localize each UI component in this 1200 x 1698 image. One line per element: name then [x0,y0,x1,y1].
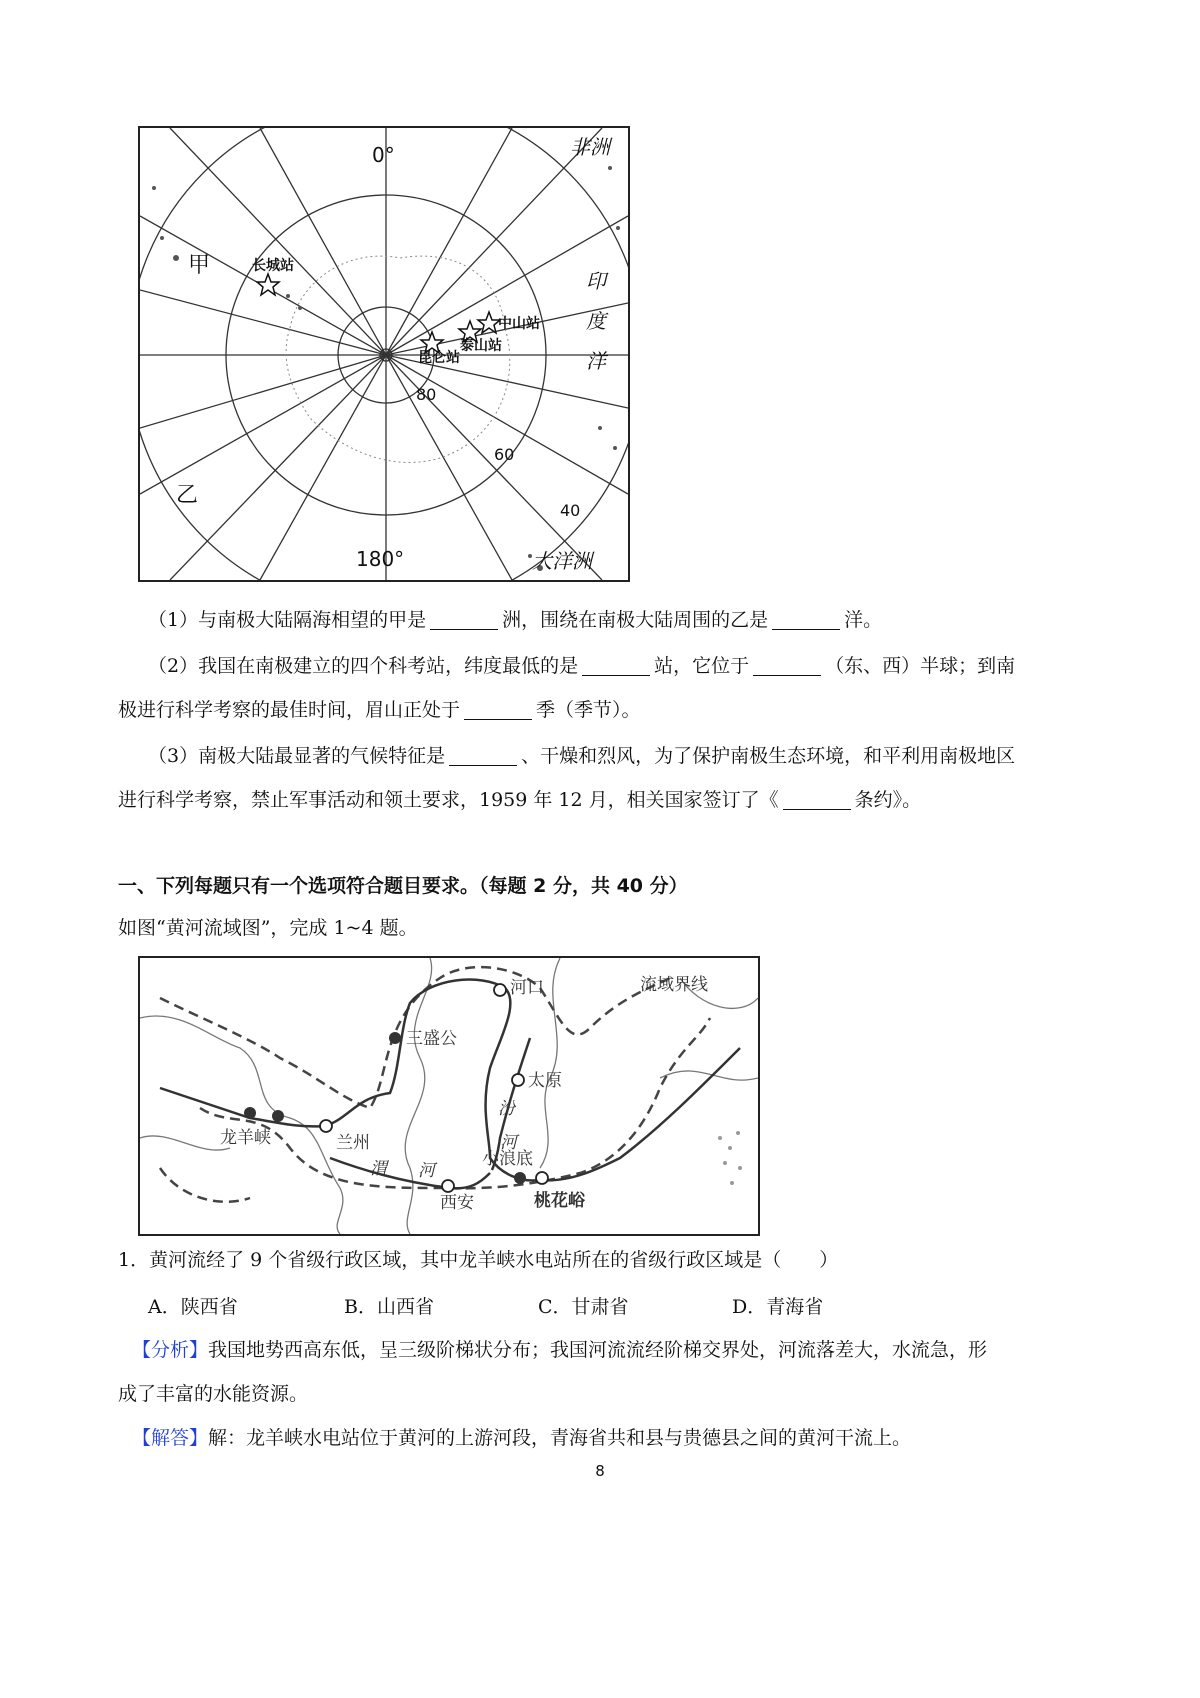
wei-he-label: 河 [418,1161,435,1181]
option-b[interactable]: B．山西省 [344,1296,434,1318]
longyangxia-label: 龙羊峡 [220,1128,271,1148]
jia-label: 甲 [188,253,211,278]
lat80-label: 80 [416,385,437,404]
taohuayu-city-icon [536,1172,548,1184]
lanzhou-city-icon [320,1120,332,1132]
part2-line2: 极进行科学考察的最佳时间，眉山正处于 季（季节）。 [118,699,641,721]
blank-climate[interactable] [449,745,517,766]
blank-station[interactable] [582,655,650,676]
africa-label: 非洲 [570,135,610,159]
question1-stem: 1．黄河流经了 9 个省级行政区域，其中龙羊峡水电站所在的省级行政区域是（ ） [118,1249,839,1271]
longyangxia-station-icon-2 [272,1110,284,1122]
hekou-label: 河口 [510,978,544,998]
answer-line: 【解答】解：龙羊峡水电站位于黄河的上游河段，青海省共和县与贵德县之间的黄河干流上。 [132,1427,912,1449]
section-intro: 如图“黄河流域图”，完成 1~4 题。 [118,917,418,939]
option-a[interactable]: A．陕西省 [148,1296,238,1318]
taohuayu-label: 桃花峪 [534,1191,585,1211]
lat40-label: 40 [560,501,581,520]
lon180-label: 180° [356,547,405,571]
lat60-label: 60 [494,445,515,464]
analysis-tag: 【分析】 [132,1339,209,1361]
yellow-river-map [138,956,760,1236]
option-d[interactable]: D．青海省 [732,1296,824,1318]
hekou-city-icon [494,984,506,996]
xian-city-icon [442,1180,454,1192]
part3-line1: （3）南极大陆最显著的气候特征是 、干燥和烈风，为了保护南极生态环境，和平利用南极地区 [148,745,1016,767]
changcheng-star-icon [257,274,279,295]
zhongshan-label: 中山站 [498,316,540,332]
part2-line1: （2）我国在南极建立的四个科考站，纬度最低的是 站，它位于 （东、西）半球；到南 [148,655,1016,677]
longyangxia-station-icon-1 [244,1107,256,1119]
blank-season[interactable] [464,699,532,720]
lon0-label: 0° [372,143,395,167]
xiaolangdi-label: 小浪底 [482,1149,533,1169]
antarctica-map-svg [140,128,628,580]
part1-line: （1）与南极大陆隔海相望的甲是 洲，围绕在南极大陆周围的乙是 洋。 [148,609,883,631]
blank-yi[interactable] [772,609,840,630]
fen-label: 汾 [498,1099,515,1119]
wei-label: 渭 [370,1159,387,1179]
indian-ocean-label-2: 度 [586,309,606,333]
xiaolangdi-station-icon [514,1172,526,1184]
indian-ocean-label-1: 印 [586,269,606,293]
oceania-label: 大洋洲 [532,549,592,573]
part3-line2: 进行科学考察，禁止军事活动和领土要求，1959 年 12 月，相关国家签订了《 条约》。 [118,789,922,811]
antarctica-map [138,126,630,582]
taiyuan-city-icon [512,1074,524,1086]
sanshenggong-station-icon [389,1032,401,1044]
answer-tag: 【解答】 [132,1427,209,1449]
zhongshan-star-icon [478,312,500,333]
indian-ocean-label-3: 洋 [586,349,606,373]
blank-treaty[interactable] [783,789,851,810]
taiyuan-label: 太原 [528,1071,562,1091]
boundary-label: 流域界线 [640,975,708,995]
page-number: 8 [595,1462,605,1480]
sanshenggong-label: 三盛公 [406,1029,457,1049]
blank-jia[interactable] [430,609,498,630]
xian-label: 西安 [440,1193,474,1213]
kunlun-label: 昆仑站 [418,350,460,366]
yi-label: 乙 [176,483,199,508]
blank-hemisphere[interactable] [753,655,821,676]
analysis-line1: 【分析】我国地势西高东低，呈三级阶梯状分布；我国河流流经阶梯交界处，河流落差大，水流急，形 [132,1339,988,1361]
fen-he-label: 河 [500,1133,517,1153]
taishan-label: 泰山站 [460,338,502,354]
changcheng-label: 长城站 [252,258,294,274]
analysis-line2: 成了丰富的水能资源。 [118,1383,309,1405]
section-heading: 一、下列每题只有一个选项符合题目要求。（每题 2 分，共 40 分） [118,875,688,897]
yellow-river-map-svg [140,958,758,1234]
lanzhou-label: 兰州 [336,1133,370,1153]
option-c[interactable]: C．甘肃省 [538,1296,629,1318]
